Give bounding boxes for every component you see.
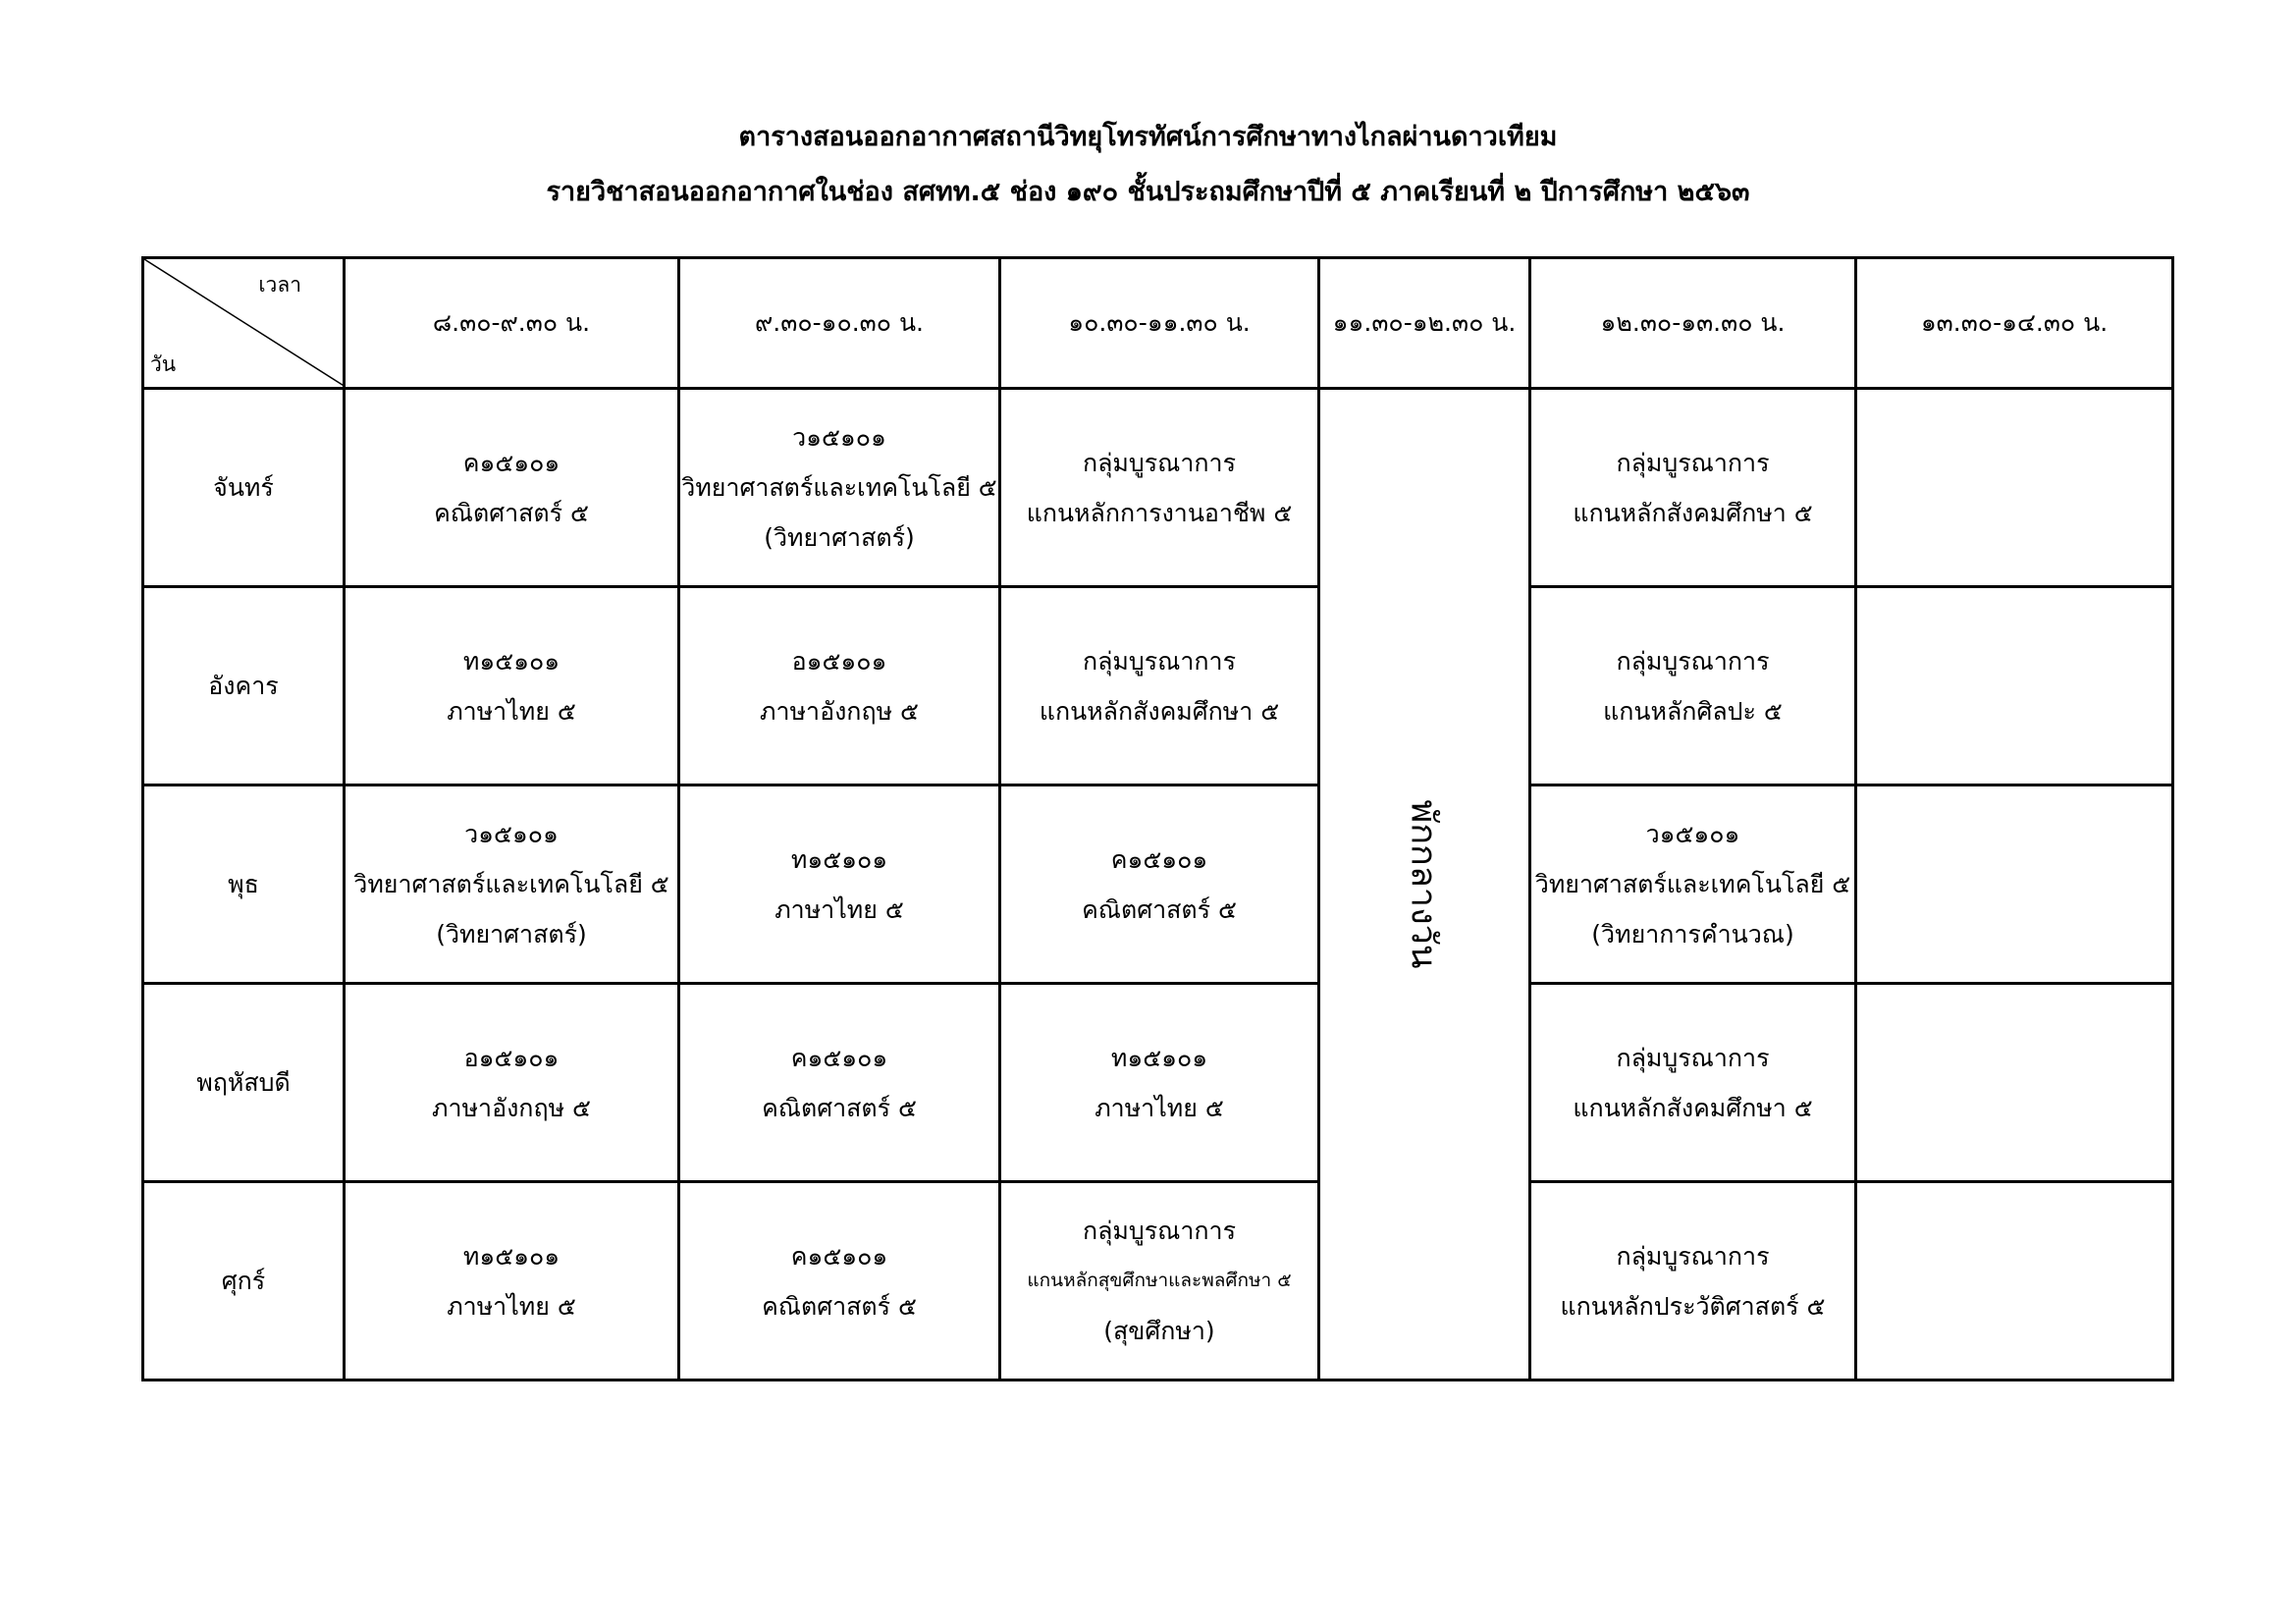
period-header: ๙.๓๐-๑๐.๓๐ น. xyxy=(679,258,1000,389)
period-header: ๘.๓๐-๙.๓๐ น. xyxy=(345,258,679,389)
course-group: กลุ่มบูรณาการ xyxy=(1082,1217,1237,1245)
course-name: แกนหลักสุขศึกษาและพลศึกษา ๕ xyxy=(1027,1270,1292,1291)
document-header xyxy=(0,116,2296,214)
day-name: พฤหัสบดี xyxy=(143,984,345,1182)
course-name: ภาษาอังกฤษ ๕ xyxy=(432,1093,591,1122)
course-name: ภาษาไทย ๕ xyxy=(447,696,576,726)
class-cell xyxy=(1000,389,1319,587)
class-cell xyxy=(345,984,679,1182)
course-code: ค๑๕๑๐๑ xyxy=(462,448,561,477)
day-row-tuesday xyxy=(143,587,2173,785)
document-title: ตารางสอนออกอากาศสถานีวิทยุโทรทัศน์การศึกษาทางไกลผ่านดาวเทียม xyxy=(738,122,1558,152)
period-header: ๑๑.๓๐-๑๒.๓๐ น. xyxy=(1319,258,1530,389)
empty-cell xyxy=(1856,389,2173,587)
course-name: ภาษาไทย ๕ xyxy=(1095,1093,1224,1122)
day-row-wednesday xyxy=(143,785,2173,984)
day-row-monday xyxy=(143,389,2173,587)
day-row-thursday xyxy=(143,984,2173,1182)
course-name: แกนหลักสังคมศึกษา ๕ xyxy=(1573,1093,1813,1122)
course-name: แกนหลักสังคมศึกษา ๕ xyxy=(1573,498,1813,527)
course-code: ค๑๕๑๐๑ xyxy=(790,1241,888,1271)
course-code: อ๑๕๑๐๑ xyxy=(463,1043,560,1072)
corner-time-label: เวลา xyxy=(258,273,301,297)
course-name: คณิตศาสตร์ ๕ xyxy=(762,1291,917,1321)
class-cell xyxy=(1000,1182,1319,1380)
class-cell xyxy=(345,1182,679,1380)
class-cell xyxy=(1530,1182,1856,1380)
day-name: ศุกร์ xyxy=(143,1182,345,1380)
class-cell xyxy=(1530,587,1856,785)
course-name: วิทยาศาสตร์และเทคโนโลยี ๕ xyxy=(1534,870,1851,898)
class-cell xyxy=(1000,785,1319,984)
period-header: ๑๐.๓๐-๑๑.๓๐ น. xyxy=(1000,258,1319,389)
empty-cell xyxy=(1856,587,2173,785)
day-name: พุธ xyxy=(143,785,345,984)
course-code: ท๑๕๑๐๑ xyxy=(1110,1043,1208,1072)
lunch-break-cell xyxy=(1319,389,1530,1380)
course-group: กลุ่มบูรณาการ xyxy=(1616,646,1770,676)
course-name: วิทยาศาสตร์และเทคโนโลยี ๕ xyxy=(353,870,669,898)
class-cell xyxy=(679,984,1000,1182)
course-code: ค๑๕๑๐๑ xyxy=(1110,844,1208,874)
day-name: อังคาร xyxy=(143,587,345,785)
class-cell xyxy=(345,587,679,785)
course-note: (วิทยาศาสตร์) xyxy=(764,523,915,552)
course-code: อ๑๕๑๐๑ xyxy=(791,646,887,676)
class-cell xyxy=(679,587,1000,785)
course-name: แกนหลักศิลปะ ๕ xyxy=(1603,696,1783,726)
course-name: ภาษาไทย ๕ xyxy=(447,1291,576,1321)
empty-cell xyxy=(1856,984,2173,1182)
schedule-table xyxy=(141,256,2174,1381)
course-code: ท๑๕๑๐๑ xyxy=(790,844,888,874)
empty-cell xyxy=(1856,785,2173,984)
course-group: กลุ่มบูรณาการ xyxy=(1082,646,1237,676)
day-name: จันทร์ xyxy=(143,389,345,587)
course-name: แกนหลักสังคมศึกษา ๕ xyxy=(1039,696,1280,726)
course-note: (วิทยาศาสตร์) xyxy=(436,920,587,948)
lunch-break-label: พักกลางวัน xyxy=(1403,799,1444,969)
class-cell xyxy=(345,389,679,587)
course-code: ท๑๕๑๐๑ xyxy=(462,1241,561,1271)
class-cell xyxy=(1530,785,1856,984)
class-cell xyxy=(345,785,679,984)
course-note: (สุขศึกษา) xyxy=(1103,1317,1215,1345)
course-name: คณิตศาสตร์ ๕ xyxy=(762,1093,917,1122)
course-name: ภาษาอังกฤษ ๕ xyxy=(760,696,919,726)
course-group: กลุ่มบูรณาการ xyxy=(1616,448,1770,477)
class-cell xyxy=(679,1182,1000,1380)
course-name: แกนหลักการงานอาชีพ ๕ xyxy=(1026,498,1293,527)
course-code: ว๑๕๑๐๑ xyxy=(792,423,886,452)
course-note: (วิทยาการคำนวณ) xyxy=(1591,920,1794,948)
course-code: ว๑๕๑๐๑ xyxy=(464,820,559,848)
period-header: ๑๒.๓๐-๑๓.๓๐ น. xyxy=(1530,258,1856,389)
header-row xyxy=(143,258,2173,389)
course-name: คณิตศาสตร์ ๕ xyxy=(1082,894,1237,924)
corner-cell xyxy=(143,258,345,389)
empty-cell xyxy=(1856,1182,2173,1380)
class-cell xyxy=(1000,984,1319,1182)
course-name: แกนหลักประวัติศาสตร์ ๕ xyxy=(1560,1291,1826,1321)
day-row-friday xyxy=(143,1182,2173,1380)
course-group: กลุ่มบูรณาการ xyxy=(1082,448,1237,477)
course-name: คณิตศาสตร์ ๕ xyxy=(434,498,589,527)
course-code: ค๑๕๑๐๑ xyxy=(790,1043,888,1072)
class-cell xyxy=(1530,389,1856,587)
class-cell xyxy=(679,389,1000,587)
class-cell xyxy=(1000,587,1319,785)
course-group: กลุ่มบูรณาการ xyxy=(1616,1043,1770,1072)
course-group: กลุ่มบูรณาการ xyxy=(1616,1241,1770,1271)
period-header: ๑๓.๓๐-๑๔.๓๐ น. xyxy=(1856,258,2173,389)
course-code: ว๑๕๑๐๑ xyxy=(1645,820,1740,848)
course-name: วิทยาศาสตร์และเทคโนโลยี ๕ xyxy=(681,473,997,502)
corner-day-label: วัน xyxy=(150,352,177,376)
document-subtitle: รายวิชาสอนออกอากาศในช่อง สศทท.๕ ช่อง ๑๙๐ ชั้นประถมศึกษาปีที่ ๕ ภาคเรียนที่ ๒ ปีการศึกษา ๒๕๖๓ xyxy=(546,177,1750,207)
class-cell xyxy=(1530,984,1856,1182)
course-code: ท๑๕๑๐๑ xyxy=(462,646,561,676)
course-name: ภาษาไทย ๕ xyxy=(774,894,904,924)
class-cell xyxy=(679,785,1000,984)
